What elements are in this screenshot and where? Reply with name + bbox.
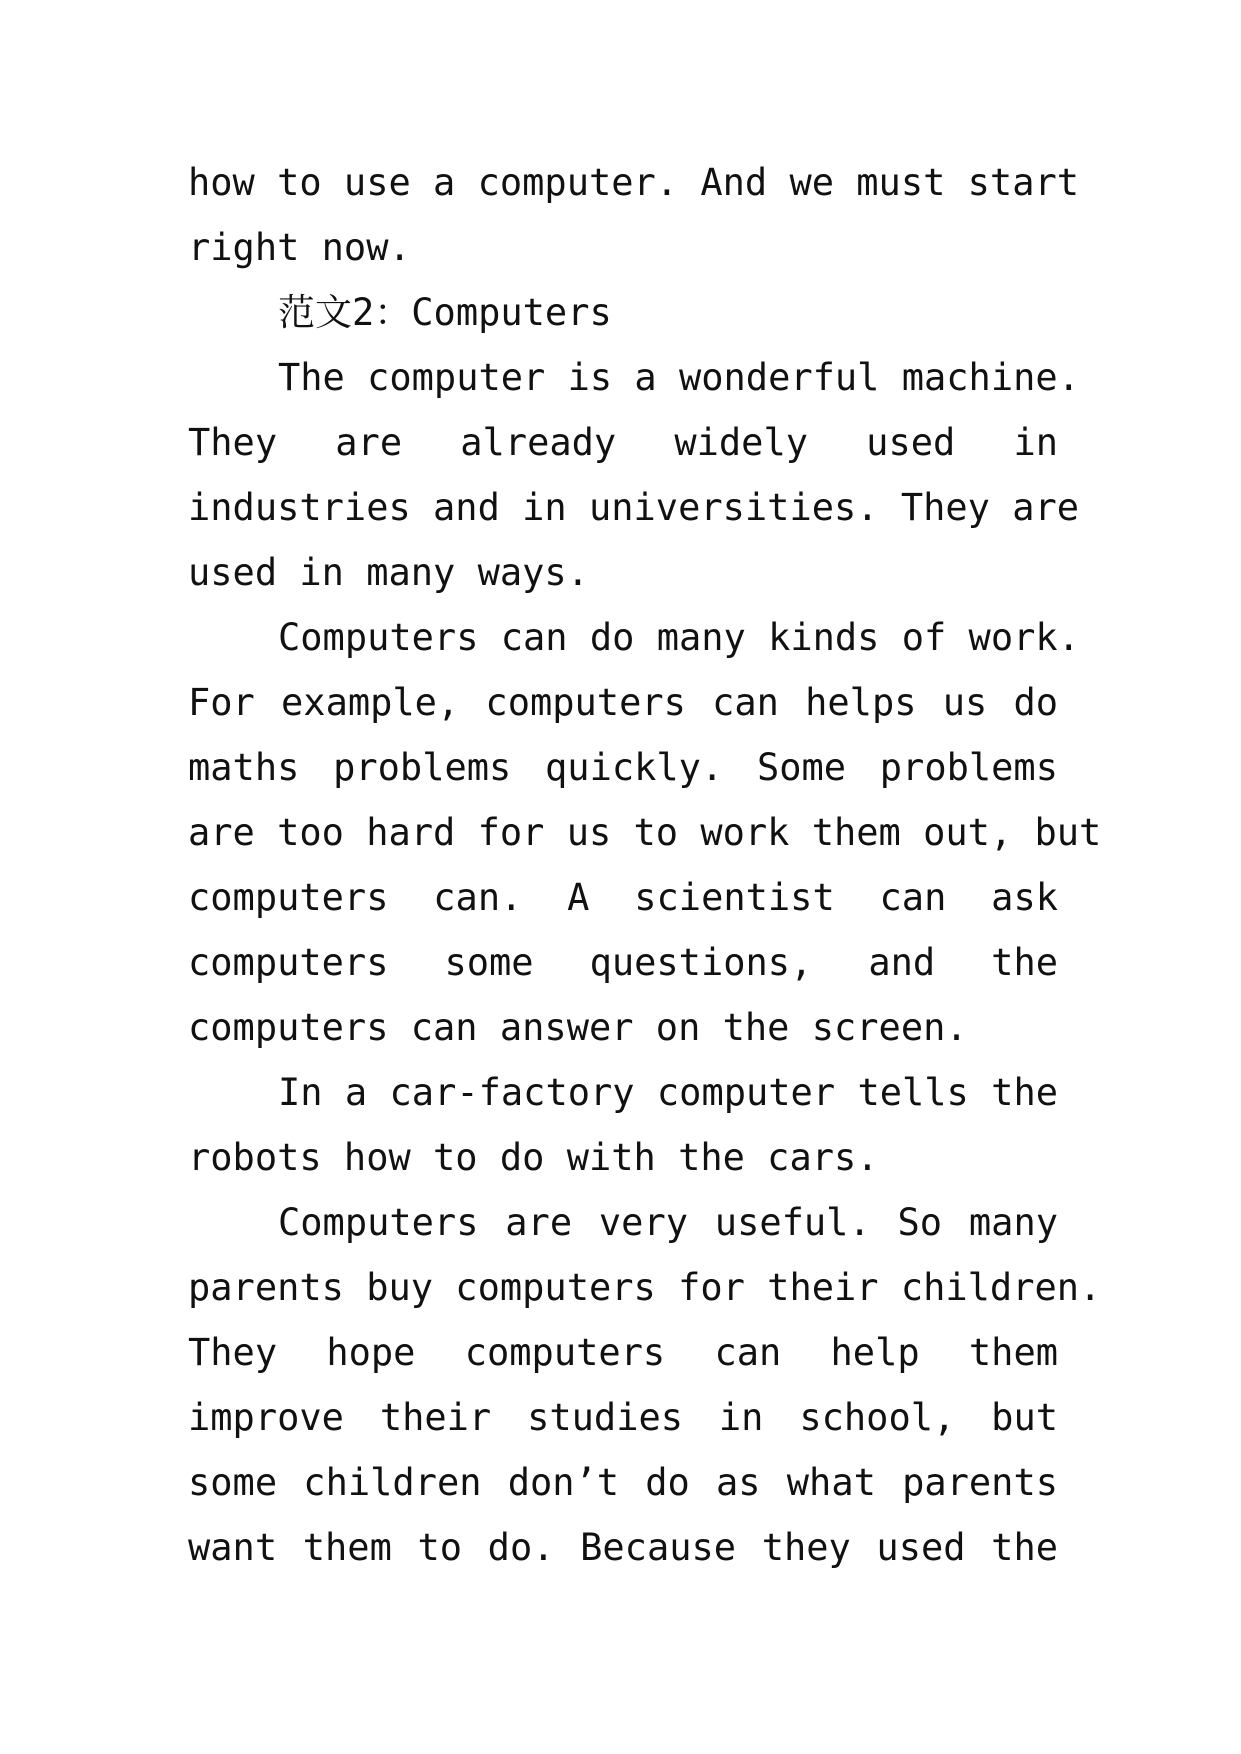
text-line: Computers are very useful. So many (278, 1201, 1058, 1244)
text-line: They hope computers can help them (188, 1331, 1058, 1374)
text-line: For example, computers can helps us do (188, 681, 1058, 724)
text-line: used in many ways. (188, 551, 589, 594)
text-line: industries and in universities. They are (188, 486, 1080, 529)
text-line: want them to do. Because they used the (188, 1526, 1058, 1569)
text-line: computers some questions, and the (188, 941, 1058, 984)
essay-heading: 范文2：Computers (278, 291, 612, 334)
text-line: robots how to do with the cars. (188, 1136, 879, 1179)
text-line: computers can answer on the screen. (188, 1006, 968, 1049)
text-line: They are already widely used in (188, 421, 1058, 464)
text-line: The computer is a wonderful machine. (278, 356, 1080, 399)
text-line: computers can. A scientist can ask (188, 876, 1058, 919)
essay-text (188, 150, 1102, 1580)
text-line: right now. (188, 226, 411, 269)
text-line: how to use a computer. And we must start (188, 161, 1080, 204)
text-line: maths problems quickly. Some problems (188, 746, 1058, 789)
text-line: parents buy computers for their children. (188, 1266, 1102, 1309)
text-line: improve their studies in school, but (188, 1396, 1058, 1439)
text-line: Computers can do many kinds of work. (278, 616, 1080, 659)
text-line: some children don’t do as what parents (188, 1461, 1058, 1504)
text-line: are too hard for us to work them out, but (188, 811, 1102, 854)
text-line: In a car-factory computer tells the (278, 1071, 1058, 1114)
